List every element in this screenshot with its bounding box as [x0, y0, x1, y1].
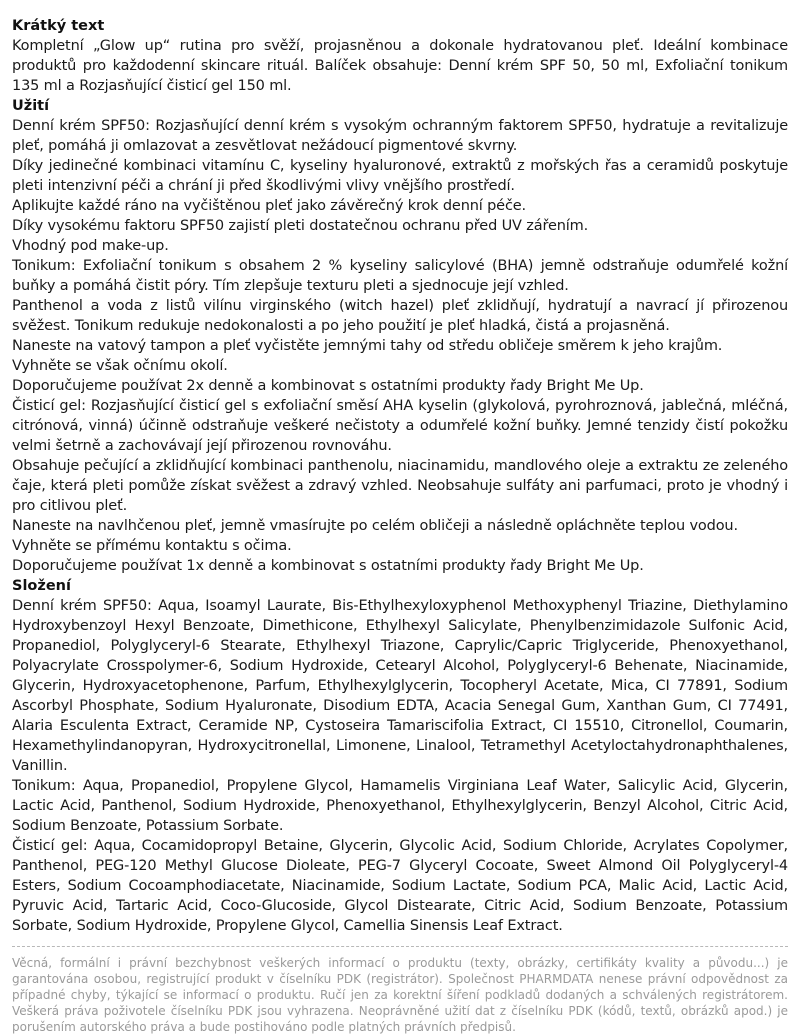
composition-paragraph: Čisticí gel: Aqua, Cocamidopropyl Betaine, Glycerin, Glycolic Acid, Sodium Chloride, Acrylates Copolymer, Panthenol, PEG-120 Methyl Glucose Dioleate, PEG-7 Glyceryl Cocoate, Sweet Almond Oil Polyglyceryl-4 Esters, Sodium Cocoamphodiacetate, Niacinamide, Sodium Lactate, Sodium PCA, Malic Acid, Lactic Acid, Pyruvic Acid, Tartaric Acid, Coco-Glucoside, Glycol Distearate, Citric Acid, Sodium Benzoate, Potassium Sorbate, Sodium Hydroxide, Propylene Glycol, Camellia Sinensis Leaf Extract.	[12, 838, 788, 934]
composition-section	[12, 576, 788, 936]
usage-paragraph: Vyhněte se přímému kontaktu s očima.	[12, 538, 292, 554]
section-title-composition: Složení	[12, 578, 71, 594]
composition-paragraph: Tonikum: Aqua, Propanediol, Propylene Glycol, Hamamelis Virginiana Leaf Water, Salicylic Acid, Glycerin, Lactic Acid, Panthenol, Sodium Hydroxide, Phenoxyethanol, Ethylhexylglycerin, Benzyl Alcohol, Citric Acid, Sodium Benzoate, Potassium Sorbate.	[12, 778, 788, 834]
usage-paragraph: Vyhněte se však očnímu okolí.	[12, 358, 228, 374]
usage-paragraph: Aplikujte každé ráno na vyčištěnou pleť jako závěrečný krok denní péče.	[12, 198, 526, 214]
usage-paragraph: Naneste na vatový tampon a pleť vyčistěte jemnými tahy od středu obličeje směrem k jeho krajům.	[12, 338, 723, 354]
usage-section	[12, 96, 788, 576]
usage-paragraph: Obsahuje pečující a zklidňující kombinaci panthenolu, niacinamidu, mandlového oleje a extraktu ze zeleného čaje, která pleti pomůže získat svěžest a zdravý vzhled. Neobsahuje sulfáty ani parfumaci, proto je vhodný i pro citlivou pleť.	[12, 458, 788, 514]
short-text-paragraph: Kompletní „Glow up“ rutina pro svěží, projasněnou a dokonale hydratovanou pleť. Ideální kombinace produktů pro každodenní skincare rituál. Balíček obsahuje: Denní krém SPF 50, 50 ml, Exfoliační tonikum 135 ml a Rozjasňující čisticí gel 150 ml.	[12, 38, 788, 94]
usage-paragraph: Panthenol a voda z listů vilínu virginského (witch hazel) pleť zklidňují, hydratují a navrací jí přirozenou svěžest. Tonikum redukuje nedokonalosti a po jeho použití je pleť hladká, čistá a projasněná.	[12, 298, 788, 334]
usage-paragraph: Vhodný pod make-up.	[12, 238, 169, 254]
usage-paragraph: Díky vysokému faktoru SPF50 zajistí pleti dostatečnou ochranu před UV zářením.	[12, 218, 589, 234]
usage-paragraph: Čisticí gel: Rozjasňující čisticí gel s exfoliační směsí AHA kyselin (glykolová, pyrohroznová, jablečná, mléčná, citrónová, vinná) účinně odstraňuje veškeré nečistoty a odumřelé kožní buňky. Jemné tenzidy čistí pokožku velmi šetrně a zachovávají její přirozenou rovnováhu.	[12, 398, 788, 454]
product-info	[12, 16, 788, 936]
section-title-short-text: Krátký text	[12, 18, 105, 34]
usage-paragraph: Díky jedinečné kombinaci vitamínu C, kyseliny hyaluronové, extraktů z mořských řas a ceramidů poskytuje pleti intenzivní péči a chrání ji před škodlivými vlivy vnějšího prostředí.	[12, 158, 788, 194]
usage-paragraph: Doporučujeme používat 1x denně a kombinovat s ostatními produkty řady Bright Me Up.	[12, 558, 644, 574]
section-title-usage: Užití	[12, 98, 50, 114]
composition-paragraph: Denní krém SPF50: Aqua, Isoamyl Laurate, Bis-Ethylhexyloxyphenol Methoxyphenyl Triazine, Diethylamino Hydroxybenzoyl Hexyl Benzoate, Dimethicone, Ethylhexyl Salicylate, Phenylbenzimidazole Sulfonic Acid, Propanediol, Polyglyceryl-6 Stearate, Ethylhexyl Triazone, Caprylic/Capric Triglyceride, Phenoxyethanol, Polyacrylate Crosspolymer-6, Sodium Hydroxide, Cetearyl Alcohol, Polyglyceryl-6 Behenate, Niacinamide, Glycerin, Hydroxyacetophenone, Parfum, Ethylhexylglycerin, Tocopheryl Acetate, Mica, CI 77891, Sodium Ascorbyl Phosphate, Sodium Hyaluronate, Disodium EDTA, Acacia Senegal Gum, Xanthan Gum, CI 77491, Alaria Esculenta Extract, Ceramide NP, Cystoseira Tamariscifolia Extract, CI 15510, Citronellol, Coumarin, Hexamethylindanopyran, Hydroxycitronellal, Limonene, Linalool, Tetramethyl Acetyloctahydronaphthalenes, Vanillin.	[12, 598, 788, 774]
usage-paragraph: Tonikum: Exfoliační tonikum s obsahem 2 % kyseliny salicylové (BHA) jemně odstraňuje odumřelé kožní buňky a pomáhá čistit póry. Tím zlepšuje texturu pleti a sjednocuje její vzhled.	[12, 258, 788, 294]
short-text-section	[12, 16, 788, 96]
usage-paragraph: Denní krém SPF50: Rozjasňující denní krém s vysokým ochranným faktorem SPF50, hydratuje a revitalizuje pleť, pomáhá ji omlazovat a zesvětlovat nežádoucí pigmentové skvrny.	[12, 118, 788, 154]
usage-paragraph: Naneste na navlhčenou pleť, jemně vmasírujte po celém obličeji a následně opláchněte teplou vodou.	[12, 518, 738, 534]
legal-disclaimer: Věcná, formální i právní bezchybnost veškerých informací o produktu (texty, obrázky, certifikáty kvality a původu...) je garantována osobou, registrující produkt v číselníku PDK (registrátor). Společnost PHARMDATA nenese právní odpovědnost za případné chyby, týkající se informací o produktu. Ručí jen za korektní šíření podkladů dodaných a schválených registrátorem. Veškerá práva poživotele číselníku PDK jsou vyhrazena. Neoprávněné užití dat z číselníku PDK (kódů, textů, obrázků apod.) je porušením autorského práva a bude postihováno podle platných právních předpisů.	[12, 946, 788, 1035]
usage-paragraph: Doporučujeme používat 2x denně a kombinovat s ostatními produkty řady Bright Me Up.	[12, 378, 644, 394]
